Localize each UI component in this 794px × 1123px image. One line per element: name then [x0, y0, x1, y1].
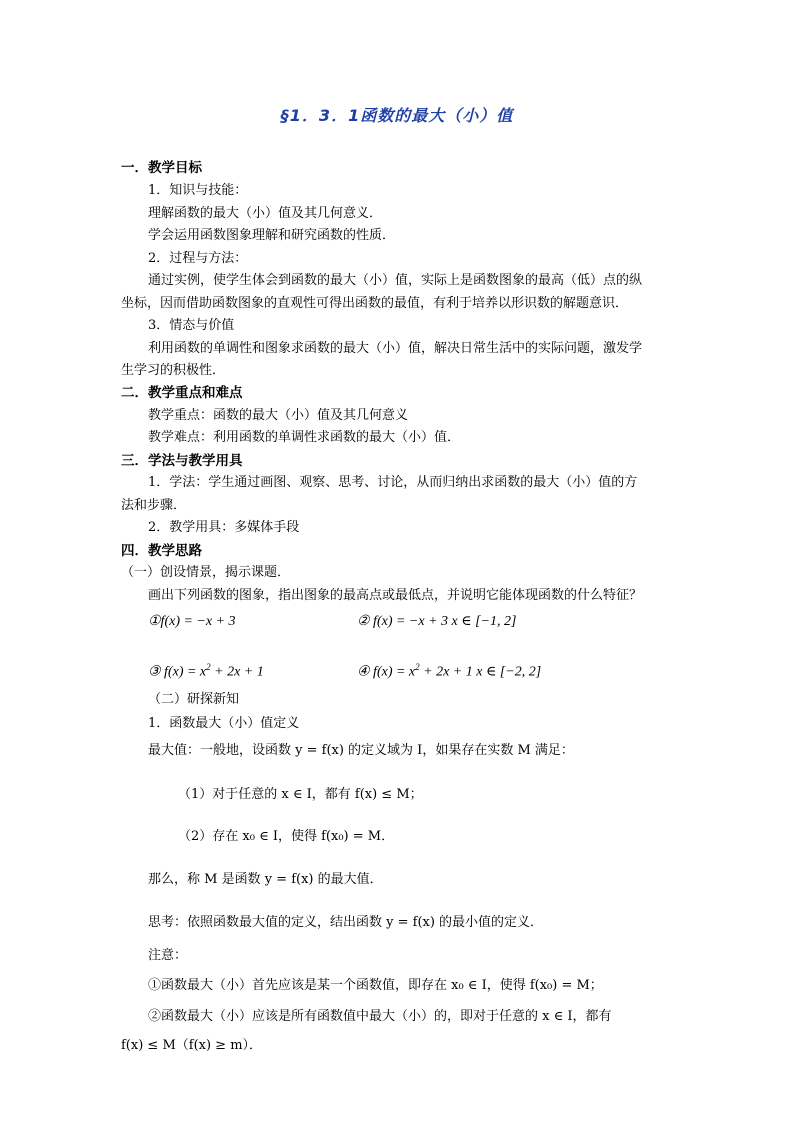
text-line: 1．知识与技能：: [148, 183, 248, 198]
section-heading-methods: 三．学法与教学用具: [121, 453, 243, 469]
text-line: 那么，称 M 是函数 y = f(x) 的最大值．: [148, 872, 383, 887]
text-line: 法和步骤．: [121, 498, 187, 513]
text-line: 利用函数的单调性和图象求函数的最大（小）值，解决日常生活中的实际问题，激发学: [148, 341, 643, 356]
text-line: 通过实例，使学生体会到函数的最大（小）值，实际上是函数图象的最高（低）点的纵: [148, 273, 643, 288]
section-heading-objectives: 一．教学目标: [121, 160, 202, 176]
formula-3: ③ $f(x) = x^2 + 2x + 1$: [148, 662, 264, 680]
section-heading-teaching-ideas: 四．教学思路: [121, 543, 202, 559]
text-line: 2．过程与方法：: [148, 251, 248, 266]
formula-4: ④ $f(x) = x^2 + 2x + 1$ x ∈ [−2, 2]: [357, 662, 542, 680]
text-line: 画出下列函数的图象，指出图象的最高点或最低点，并说明它能体现函数的什么特征？: [148, 588, 643, 603]
formula-1: ①f(x) = −x + 3: [148, 614, 236, 629]
text-line: 注意：: [148, 948, 188, 963]
text-line: 1．函数最大（小）值定义: [148, 716, 300, 731]
section-heading-key-points: 二．教学重点和难点: [121, 385, 243, 401]
text-line: 3．情态与价值: [148, 318, 235, 333]
text-line: 理解函数的最大（小）值及其几何意义．: [148, 206, 383, 221]
formula-2: ② f(x) = −x + 3 x ∈ [−1, 2]: [357, 614, 517, 629]
text-line: 教学重点：函数的最大（小）值及其几何意义: [148, 408, 409, 423]
text-line: （2）存在 x₀ ∈ I，使得 f(x₀) = M．: [178, 829, 395, 844]
text-line: ②函数最大（小）应该是所有函数值中最大（小）的，即对于任意的 x ∈ I，都有: [148, 1009, 612, 1024]
text-line: 1．学法：学生通过画图、观察、思考、讨论，从而归纳出求函数的最大（小）值的方: [148, 475, 638, 490]
text-line: 学会运用函数图象理解和研究函数的性质．: [148, 228, 396, 243]
text-line: ①函数最大（小）首先应该是某一个函数值，即存在 x₀ ∈ I，使得 f(x₀) = M；: [148, 978, 603, 993]
text-line: （一）创设情景，揭示课题．: [121, 565, 291, 580]
text-line: 坐标，因而借助函数图象的直观性可得出函数的最值，有利于培养以形识数的解题意识．: [121, 296, 629, 311]
text-line: 2．教学用具：多媒体手段: [148, 520, 300, 535]
text-line: 教学难点：利用函数的单调性求函数的最大（小）值．: [148, 430, 461, 445]
text-line: 最大值：一般地，设函数 y = f(x) 的定义域为 I，如果存在实数 M 满足：: [148, 743, 574, 758]
text-line: 思考：依照函数最大值的定义，结出函数 y = f(x) 的最小值的定义．: [148, 915, 544, 930]
text-line: 生学习的积极性．: [121, 363, 226, 378]
text-line: （1）对于任意的 x ∈ I，都有 f(x) ≤ M；: [178, 787, 423, 802]
text-line: f(x) ≤ M（f(x) ≥ m）．: [121, 1038, 263, 1053]
text-line: （二）研探新知: [148, 692, 240, 707]
page-title: §1．3．1函数的最大（小）值: [280, 106, 514, 125]
